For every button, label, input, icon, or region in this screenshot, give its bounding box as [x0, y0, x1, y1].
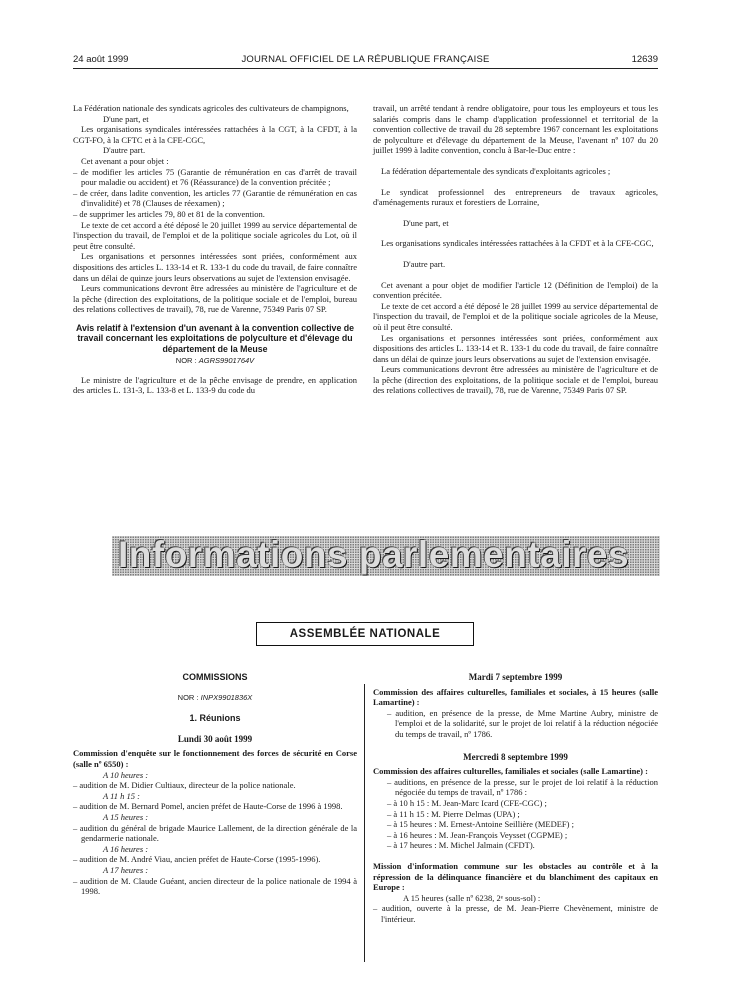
paragraph: Commission des affaires culturelles, familiales et sociales, à 15 heures (salle Lamartine) : — [373, 686, 658, 708]
paragraph: – à 17 heures : M. Michel Jalmain (CFDT). — [387, 840, 535, 851]
paragraph: travail, un arrêté tendant à rendre obligatoire, pour tous les employeurs et tous les salariés compris dans le champ d'application professionnel et territorial de la convention collective de travail du 28 septembre 1967 concernant les exploitations de polyculture et d'élevage du département de la Meuse, l'avenant nº 107 du 20 juillet 1999 à ladite convention, conclu à Bar-le-Duc entre : — [373, 103, 658, 156]
lower-left-column — [73, 672, 357, 897]
lower-right-column — [373, 672, 658, 924]
paragraph: Cet avenant a pour objet de modifier l'article 12 (Définition de l'emploi) de la convention précitée. — [373, 279, 658, 301]
paragraph: A 16 heures : — [103, 843, 149, 854]
paragraph: D'une part, et — [403, 217, 449, 228]
paragraph: Les organisations syndicales intéressées rattachées à la CGT, à la CFDT, à la CGT-FO, à la CFTC et à la CFE-CGC, — [73, 124, 357, 145]
paragraph: D'autre part. — [403, 258, 446, 269]
paragraph: Le ministre de l'agriculture et de la pêche envisage de prendre, en application des articles L. 131-3, L. 133-8 et L. 133-9 du code du — [73, 374, 357, 396]
page-header — [73, 54, 658, 68]
upper-right-column — [373, 103, 658, 396]
paragraph: – audition de M. Didier Cultiaux, directeur de la police nationale. — [73, 780, 296, 791]
avis-nor — [73, 356, 357, 367]
column-divider — [364, 684, 365, 962]
nor-code: INPX9901836X — [200, 692, 253, 702]
paragraph: Leurs communications devront être adressées au ministère de l'agriculture et de la pêche (direction des exploitations, de la politique sociale et de l'emploi, bureau des relations collectives de travail), 78, rue de Varenne, 75349 Paris 07 SP. — [373, 364, 658, 396]
paragraph: A 11 h 15 : — [103, 790, 140, 801]
paragraph: A 15 heures (salle nº 6238, 2ᵉ sous-sol) : — [403, 892, 541, 903]
paragraph: Commission des affaires culturelles, familiales et sociales (salle Lamartine) : — [373, 766, 648, 777]
lower-left-paragraphs — [73, 748, 357, 896]
paragraph: – audition de M. Bernard Pomel, ancien préfet de Haute-Corse de 1996 à 1998. — [73, 801, 343, 812]
avis-title: Avis relatif à l'extension d'un avenant à la convention collective de travail concernant les exploitations de polyculture et d'élevage du département de la Meuse — [75, 322, 355, 354]
left-after-paragraphs — [73, 375, 357, 396]
paragraph: A 10 heures : — [103, 769, 149, 780]
paragraph: – de modifier les articles 75 (Garantie de rémunération en cas d'arrêt de travail pour maladie ou accident) et 76 (Réassurance) de la convention précitée ; — [73, 166, 357, 188]
paragraph: – à 16 heures : M. Jean-François Veysset (CGPME) ; — [387, 829, 568, 840]
paragraph: La Fédération nationale des syndicats agricoles des cultivateurs de champignons, — [73, 103, 349, 113]
paragraph: A 17 heures : — [103, 864, 149, 875]
section-banner — [112, 536, 660, 576]
paragraph: – audition de M. André Viau, ancien préfet de Haute-Corse (1995-1996). — [73, 854, 321, 865]
commissions-title: COMMISSIONS — [182, 672, 248, 682]
lower-right-paragraphs-a — [373, 687, 658, 740]
paragraph: Le texte de cet accord a été déposé le 20 juillet 1999 au service départemental de l'inspection du travail, de l'emploi et de la politique sociale agricoles du Lot, où il peut être consulté. — [73, 219, 357, 251]
header-date: 24 août 1999 — [73, 54, 129, 65]
day-heading: Mercredi 8 septembre 1999 — [463, 751, 568, 762]
banner-text: Informations parlementaires — [118, 534, 630, 575]
paragraph: D'autre part. — [103, 145, 146, 156]
nor-code: AGRS9901764V — [198, 356, 255, 366]
paragraph: Leurs communications devront être adressées au ministère de l'agriculture et de la pêche (direction des exploitations, de la politique sociale et de l'emploi, bureau des relations collectives de travail), 78, rue de Varenne, 75349 Paris 07 SP. — [73, 283, 357, 315]
paragraph: Mission d'information commune sur les obstacles au contrôle et à la répression de la délinquance financière et du blanchiment des capitaux en Europe : — [373, 860, 658, 893]
page-number: 12639 — [631, 54, 658, 65]
paragraph: – audition du général de brigade Maurice Lallement, de la direction générale de la gendarmerie nationale. — [73, 822, 357, 844]
day-heading: Mardi 7 septembre 1999 — [468, 672, 563, 682]
paragraph: Les organisations syndicales intéressées rattachées à la CFDT et à la CFE-CGC, — [381, 238, 654, 249]
paragraph: Le texte de cet accord a été déposé le 28 juillet 1999 au service départemental de l'inspection du travail, de l'emploi et de la politique sociale agricoles de la Meuse, où il peut être consulté. — [373, 300, 658, 332]
paragraph: – audition, en présence de la presse, de Mme Martine Aubry, ministre de l'emploi et de la solidarité, sur le projet de loi relatif à la réduction négociée du temps de travail, nº 1786. — [387, 707, 658, 739]
header-title: JOURNAL OFFICIEL DE LA RÉPUBLIQUE FRANÇAISE — [241, 54, 490, 65]
paragraph: – auditions, en présence de la presse, sur le projet de loi relatif à la réduction négociée du temps de travail, nº 1786 : — [387, 776, 658, 798]
paragraph: La fédération départementale des syndicats d'exploitants agricoles ; — [381, 165, 611, 176]
paragraph: A 15 heures : — [103, 811, 149, 822]
left-paragraphs — [73, 103, 357, 315]
paragraph: Les organisations et personnes intéressées sont priées, conformément aux dispositions des articles L. 133-14 et R. 133-1 du code du travail, de faire connaître dans un délai de quinze jours leurs observations au sujet de l'extension envisagée. — [73, 251, 357, 283]
upper-left-column — [73, 103, 357, 396]
commissions-nor — [73, 693, 357, 704]
paragraph: – à 11 h 15 : M. Pierre Delmas (UPA) ; — [387, 808, 520, 819]
day-heading: Lundi 30 août 1999 — [177, 733, 253, 744]
nor-label: NOR : — [175, 356, 197, 366]
paragraph: Les organisations et personnes intéressées sont priées, conformément aux dispositions des articles L. 133-14 et R. 133-1 du code du travail, de faire connaître dans un délai de quinze jours leurs observations au sujet de l'extension envisagée. — [373, 332, 658, 364]
right-paragraphs — [373, 103, 658, 396]
section-heading: 1. Réunions — [189, 713, 241, 724]
paragraph: – audition, ouverte à la presse, de M. Jean-Pierre Chevènement, ministre de l'intérieur. — [373, 903, 658, 924]
assembly-box: ASSEMBLÉE NATIONALE — [256, 622, 474, 646]
paragraph: – audition de M. Claude Guéant, ancien directeur de la police nationale de 1994 à 1998. — [73, 875, 357, 897]
paragraph: Cet avenant a pour objet : — [81, 155, 169, 166]
paragraph: – à 15 heures : M. Ernest-Antoine Seillière (MEDEF) ; — [387, 819, 574, 830]
paragraph: Commission d'enquête sur le fonctionnement des forces de sécurité en Corse (salle nº 6550) : — [73, 748, 357, 769]
nor-label: NOR : — [177, 692, 199, 702]
paragraph: – de créer, dans ladite convention, les articles 77 (Garantie de rémunération en cas d'invalidité) et 78 (Clauses de réexamen) ; — [73, 187, 357, 209]
paragraph: Le syndicat professionnel des entrepreneurs de travaux agricoles, d'aménagements ruraux et forestiers de Lorraine, — [373, 186, 658, 208]
paragraph: – à 10 h 15 : M. Jean-Marc Icard (CFE-CGC) ; — [387, 797, 547, 808]
lower-right-paragraphs-b — [373, 766, 658, 924]
paragraph: D'une part, et — [103, 113, 149, 124]
header-rule — [73, 68, 658, 69]
paragraph: – de supprimer les articles 79, 80 et 81 de la convention. — [73, 208, 265, 219]
